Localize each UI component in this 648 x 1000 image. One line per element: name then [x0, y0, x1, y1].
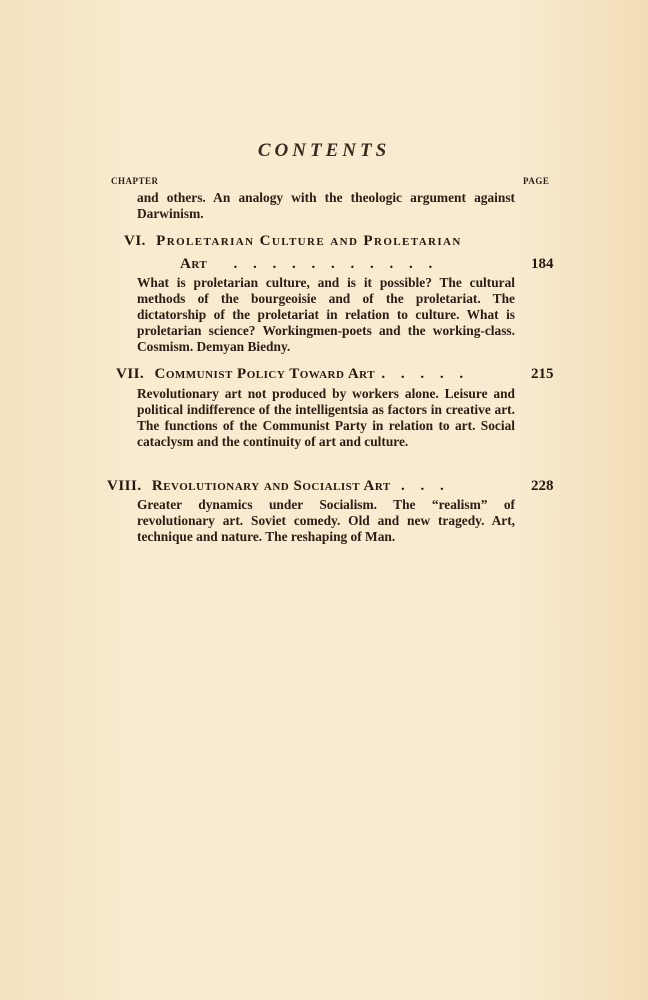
chapter-number: VI. — [124, 233, 146, 249]
continuation-text: and others. An analogy with the theologic argument against Darwinism. — [137, 190, 515, 221]
chapter-column-header: CHAPTER — [111, 176, 159, 186]
leader-dots: . . . — [401, 478, 450, 494]
page-column-header: PAGE — [523, 176, 550, 186]
chapter-title-line2: Art — [180, 256, 208, 272]
chapter-number: VII. — [116, 366, 145, 382]
chapter-viii-summary: Greater dynamics under Socialism. The “realism” of revolutionary art. Soviet comedy. Old and new tragedy. Art, technique and nature. The reshaping of Man. — [137, 497, 515, 544]
chapter-title-line1: Communist Policy Toward Art — [154, 366, 376, 382]
chapter-vii-page: 215 — [531, 366, 554, 382]
chapter-number: VIII. — [107, 478, 142, 494]
chapter-vi-summary: What is proletarian culture, and is it possible? The cultural methods of the bourgeoisie and of the proletariat. The dictatorship of the proletariat in relation to culture. What is proletarian science? Workingmen-poets and the working-class. Cosmism. Demyan Biedny. — [137, 275, 515, 354]
chapter-viii-page: 228 — [531, 478, 554, 494]
chapter-title-line1: Revolutionary and Socialist Art — [151, 478, 391, 494]
chapter-viii-title — [107, 478, 450, 495]
leader-dots: . . . . . — [381, 366, 470, 382]
page-title: CONTENTS — [257, 140, 391, 161]
chapter-vii-title — [116, 366, 469, 383]
chapter-title-line1: Proletarian Culture and Proletarian — [156, 233, 462, 249]
leader-dots: . . . . . . . . . . . — [233, 256, 439, 272]
chapter-vi-title — [124, 233, 462, 250]
chapter-vi-title-line2 — [180, 256, 438, 273]
chapter-vii-summary: Revolutionary art not produced by workers alone. Leisure and political indifference of the intelligentsia as factors in creative art. The functions of the Communist Party in relation to art. Social cataclysm and the continuity of art and culture. — [137, 386, 515, 449]
chapter-vi-page: 184 — [531, 256, 554, 272]
